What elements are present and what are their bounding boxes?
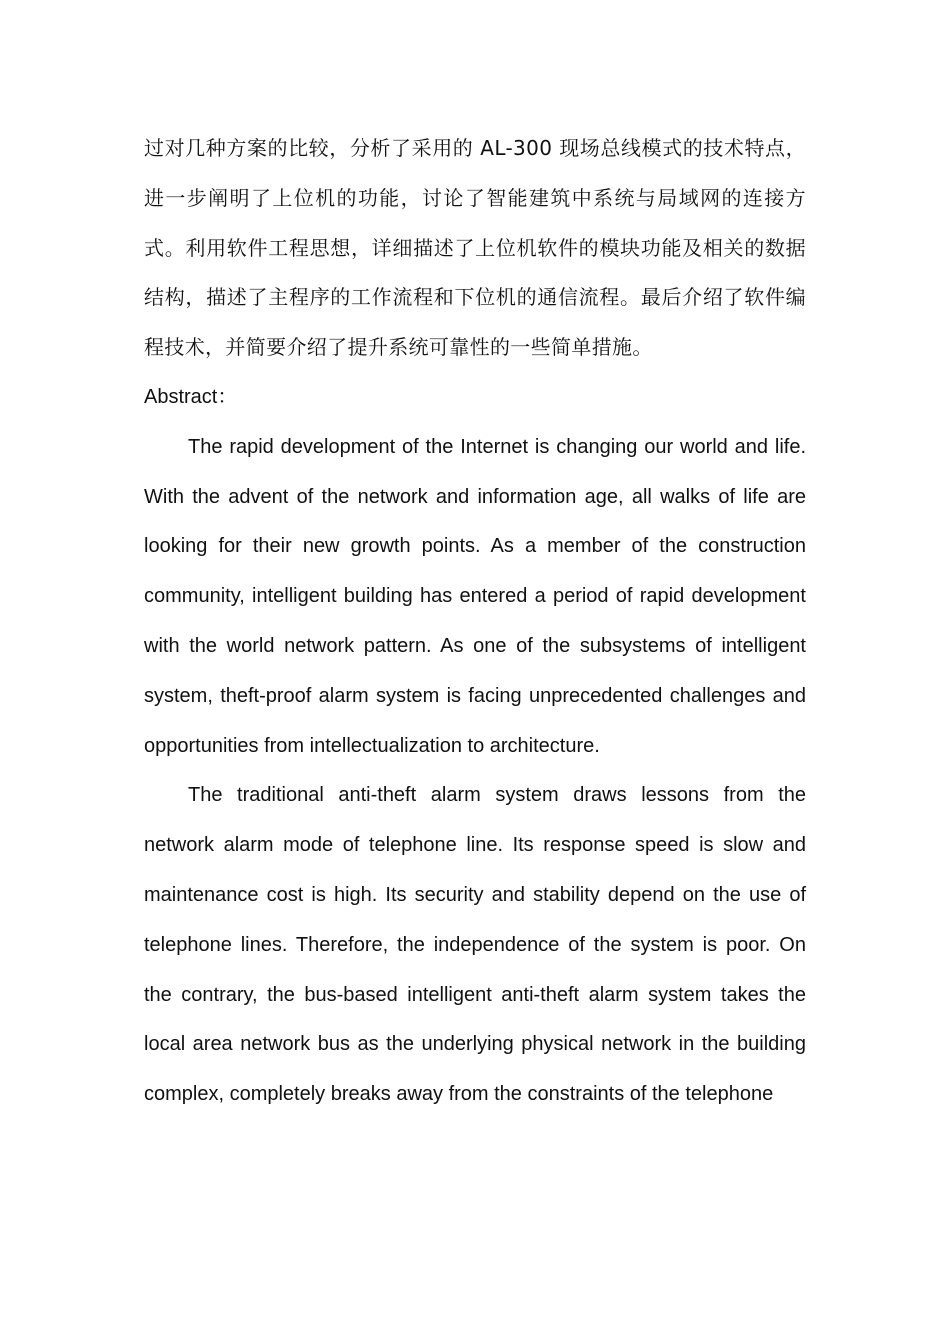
chinese-summary-paragraph: 过对几种方案的比较，分析了采用的 AL-300 现场总线模式的技术特点，进一步阐明了上位机的功能，讨论了智能建筑中系统与局域网的连接方式。利用软件工程思想，详细描述了上位机软件的模块功能及相关的数据结构，描述了主程序的工作流程和下位机的通信流程。最后介绍了软件编程技术，并简要介绍了提升系统可靠性的一些简单措施。	[144, 136, 806, 360]
abstract-paragraph-1: The rapid development of the Internet is changing our world and life. With the advent of the network and information age, all walks of life are looking for their new growth points. As a member of the construction community, intelligent building has entered a period of rapid development with the world network pattern. As one of the subsystems of intelligent system, theft-proof alarm system is facing unprecedented challenges and opportunities from intellectualization to architecture.	[144, 435, 806, 757]
abstract-paragraph-2: The traditional anti-theft alarm system draws lessons from the network alarm mode of telephone line. Its response speed is slow and maintenance cost is high. Its security and stability depend on the use of telephone lines. Therefore, the independence of the system is poor. On the contrary, the bus-based intelligent anti-theft alarm system takes the local area network bus as the underlying physical network in the building complex, completely breaks away from the constraints of the telephone	[144, 784, 806, 1106]
abstract-heading: Abstract：	[144, 385, 238, 408]
document-page	[144, 124, 806, 1120]
